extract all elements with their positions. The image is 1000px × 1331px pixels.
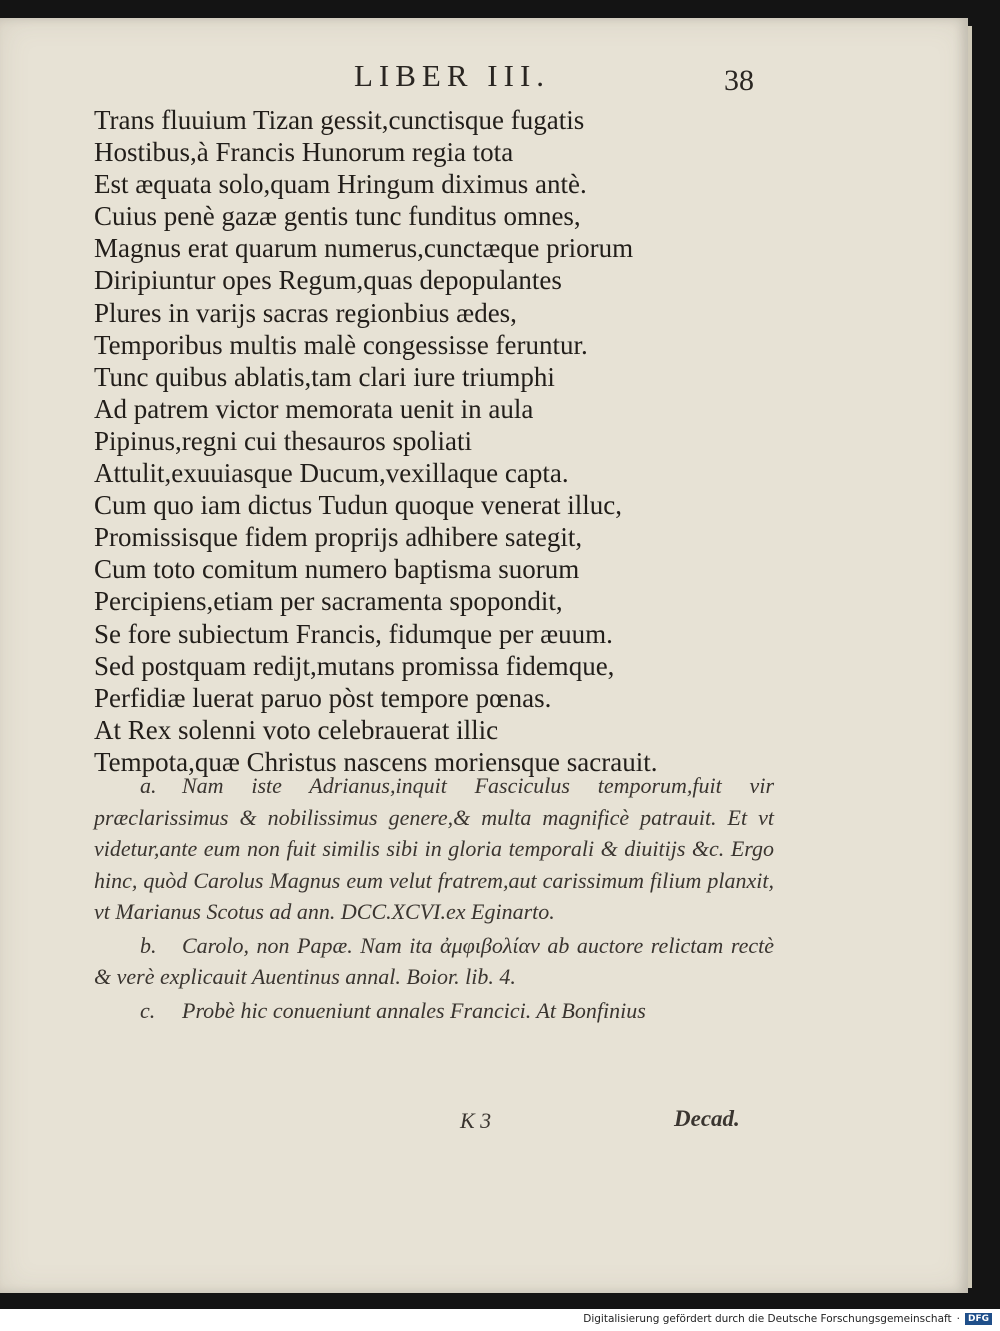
footnote-b	[94, 930, 774, 993]
footnote-c	[94, 995, 774, 1027]
digitization-credit	[583, 1313, 992, 1325]
footnote-text: Nam iste Adrianus,inquit Fasciculus temporum,fuit vir præclarissimus & nobilissimus genere,& multa magnificè patrauit. Et vt videtur,ante eum non fuit similis sibi in gloria temporali & diuitijs &c. Ergo hinc, quòd Carolus Magnus eum velut fratrem,aut carissimum filium planxit, vt Marianus Scotus ad ann. DCC.XCVI.ex Eginarto.	[94, 773, 774, 924]
verse-line: Tunc quibus ablatis,tam clari iure triumphi	[94, 361, 555, 392]
running-head: LIBER III.	[354, 58, 551, 93]
verse-line: Cuius penè gazæ gentis tunc funditus omnes,	[94, 201, 581, 232]
footnote-text: Carolo, non Papæ. Nam ita ἀμφιβολίαν ab auctore relictam rectè & verè explicauit Auentinus annal. Boior. lib. 4.	[94, 932, 774, 989]
verse-line: Temporibus multis malè congessisse feruntur.	[94, 329, 588, 360]
page-edge	[968, 26, 972, 1288]
footnotes	[94, 770, 774, 1026]
footnote-a	[94, 770, 774, 928]
footnote-label: c.	[140, 997, 156, 1023]
verse-line: Perfidiæ luerat paruo pòst tempore pœnas.	[94, 682, 552, 713]
footnote-text: Probè hic conueniunt annales Francici. At Bonfinius	[182, 997, 646, 1023]
verse-line: Hostibus,à Francis Hunorum regia tota	[94, 137, 514, 168]
verse-line: Plures in varijs sacras regionbius ædes,	[94, 297, 517, 328]
verse-line: Diripiuntur opes Regum,quas depopulantes	[94, 265, 562, 296]
credit-text: Digitalisierung gefördert durch die Deutsche Forschungsgemeinschaft	[583, 1313, 952, 1325]
verse-line: Cum toto comitum numero baptisma suorum	[94, 554, 580, 585]
verse-line: Sed postquam redijt,mutans promissa fidemque,	[94, 650, 615, 681]
verse-line: Est æquata solo,quam Hringum diximus antè.	[94, 169, 587, 200]
verse-line: Pipinus,regni cui thesauros spoliati	[94, 425, 472, 456]
footnote-label: a.	[140, 773, 157, 798]
verse-block	[94, 104, 794, 778]
verse-line: Promissisque fidem proprijs adhibere sategit,	[94, 522, 583, 553]
verse-line: Attulit,exuuiasque Ducum,vexillaque capta.	[94, 458, 569, 489]
verse-line: Ad patrem victor memorata uenit in aula	[94, 393, 534, 424]
verse-line: At Rex solenni voto celebrauerat illic	[94, 714, 499, 745]
verse-line: Cum quo iam dictus Tudun quoque venerat illuc,	[94, 490, 622, 521]
dfg-logo: DFG	[965, 1313, 992, 1325]
signature-mark: K 3	[460, 1108, 492, 1133]
verse-line: Tempota,quæ Christus nascens moriensque sacrauit.	[94, 746, 658, 777]
verse-line: Percipiens,etiam per sacramenta spopondit,	[94, 586, 563, 617]
credit-separator: ·	[956, 1313, 960, 1325]
footnote-label: b.	[140, 932, 157, 958]
verse-line: Magnus erat quarum numerus,cunctæque priorum	[94, 233, 634, 264]
page-number: 38	[724, 64, 754, 97]
verse-line: Se fore subiectum Francis, fidumque per æuum.	[94, 618, 613, 649]
verse-line: Trans fluuium Tizan gessit,cunctisque fugatis	[94, 105, 585, 135]
catchword: Decad.	[674, 1106, 740, 1131]
